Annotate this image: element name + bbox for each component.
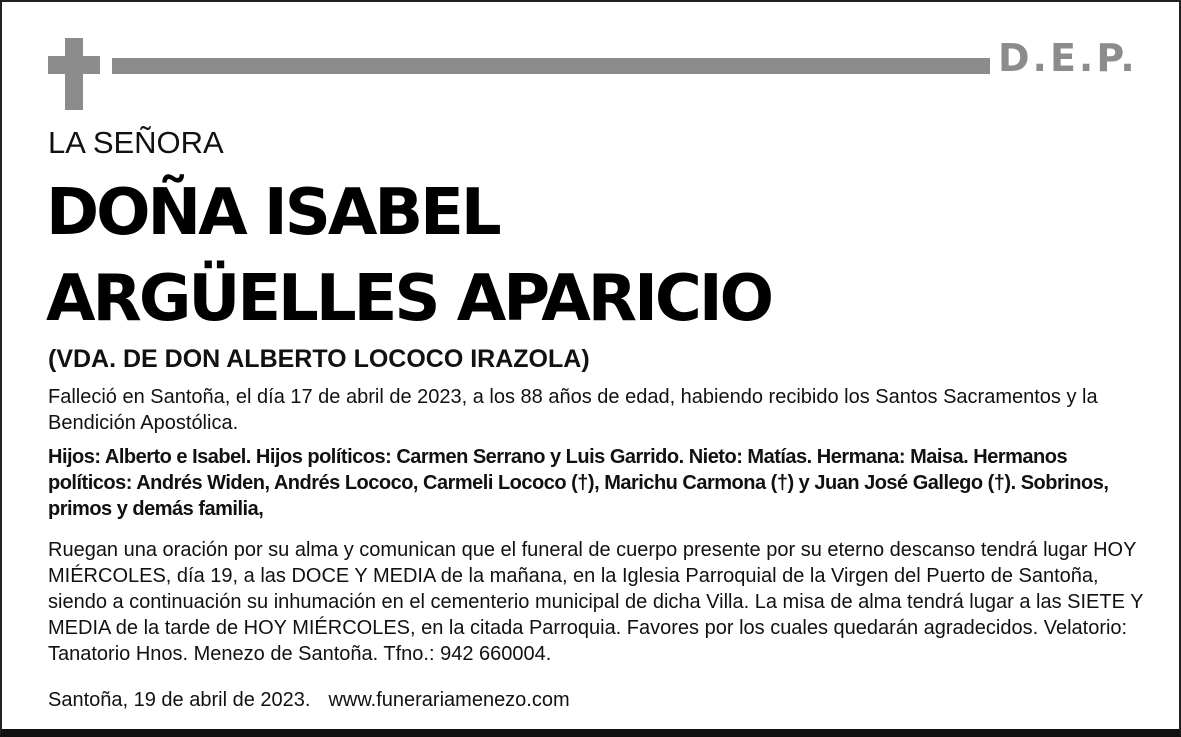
cross-icon <box>48 38 100 110</box>
footer-website: www.funerariamenezo.com <box>328 689 570 711</box>
header-rule <box>112 58 990 74</box>
cross-vertical-bar <box>65 38 83 110</box>
footer-place-date: Santoña, 19 de abril de 2023. <box>48 689 311 711</box>
family-paragraph: Hijos: Alberto e Isabel. Hijos políticos: Carmen Serrano y Luis Garrido. Nieto: Matías. Hermana: Maisa. Hermanos políticos: Andrés Widen, Andrés Lococo, Carmeli Lococo (†), Marichu Carmona (†) y Juan José Gallego (†). Sobrinos, primos y demás familia, <box>48 446 1109 520</box>
deceased-name-line2: ARGÜELLES APARICIO <box>46 262 772 336</box>
death-notice-paragraph: Falleció en Santoña, el día 17 de abril de 2023, a los 88 años de edad, habiendo recibido los Santos Sacramentos y la Bendición Apostólica. <box>48 386 1098 434</box>
dep-label: D.E.P. <box>998 36 1138 80</box>
deceased-name <box>46 170 771 342</box>
honorific-title: LA SEÑORA <box>48 125 224 160</box>
cross-horizontal-bar <box>48 56 100 74</box>
deceased-name-line1: DOÑA ISABEL <box>46 176 499 250</box>
footer <box>48 687 570 713</box>
widow-of-label: (VDA. DE DON ALBERTO LOCOCO IRAZOLA) <box>48 345 590 373</box>
funeral-paragraph: Ruegan una oración por su alma y comunican que el funeral de cuerpo presente por su eterno descanso tendrá lugar HOY MIÉRCOLES, día 19, a las DOCE Y MEDIA de la mañana, en la Iglesia Parroquial de la Virgen del Puerto de Santoña, siendo a continuación su inhumación en el cementerio municipal de dicha Villa. La misa de alma tendrá lugar a las SIETE Y MEDIA de la tarde de HOY MIÉRCOLES, en la citada Parroquia. Favores por los cuales quedarán agradecidos. Velatorio: Tanatorio Hnos. Menezo de Santoña. Tfno.: 942 660004. <box>48 539 1144 665</box>
